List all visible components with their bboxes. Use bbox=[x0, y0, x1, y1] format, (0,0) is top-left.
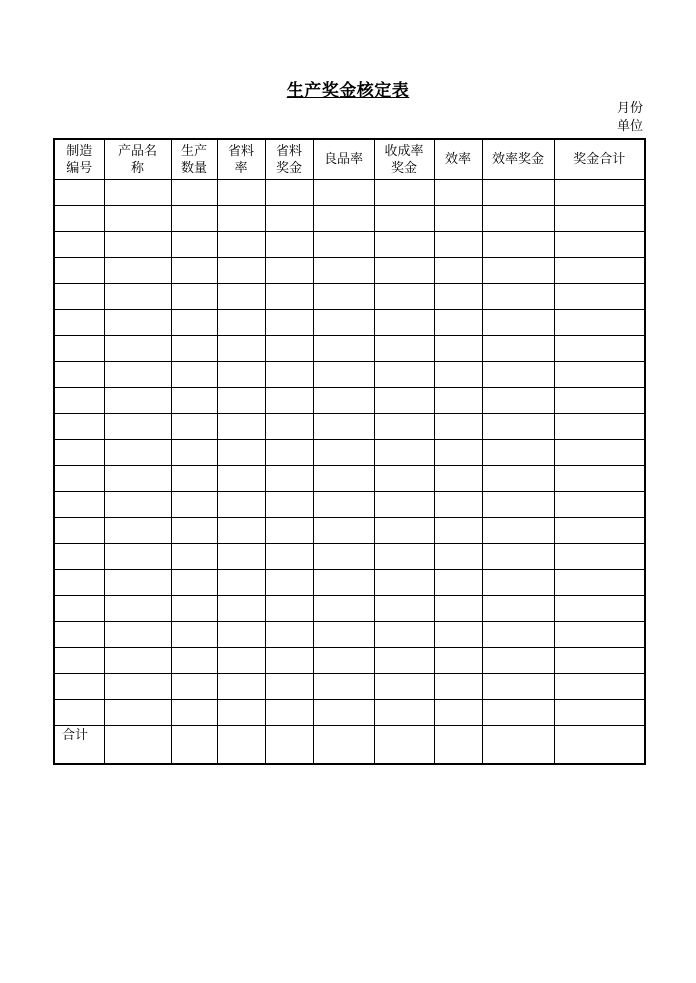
table-cell[interactable] bbox=[482, 336, 554, 362]
table-cell[interactable] bbox=[265, 622, 313, 648]
table-cell[interactable] bbox=[482, 648, 554, 674]
table-cell[interactable] bbox=[265, 206, 313, 232]
table-cell[interactable] bbox=[217, 414, 265, 440]
table-cell[interactable] bbox=[265, 258, 313, 284]
table-cell[interactable] bbox=[171, 570, 217, 596]
table-cell[interactable] bbox=[265, 700, 313, 726]
table-cell[interactable] bbox=[54, 492, 104, 518]
table-row bbox=[54, 700, 645, 726]
table-cell[interactable] bbox=[374, 440, 434, 466]
table-row bbox=[54, 258, 645, 284]
table-cell[interactable] bbox=[54, 258, 104, 284]
table-cell[interactable] bbox=[104, 466, 171, 492]
table-cell[interactable] bbox=[482, 570, 554, 596]
table-cell[interactable] bbox=[482, 466, 554, 492]
table-cell[interactable] bbox=[54, 414, 104, 440]
table-cell[interactable] bbox=[217, 570, 265, 596]
table-cell[interactable] bbox=[313, 284, 374, 310]
table-cell[interactable] bbox=[217, 492, 265, 518]
table-cell[interactable] bbox=[554, 414, 645, 440]
table-cell[interactable] bbox=[171, 700, 217, 726]
table-cell[interactable] bbox=[374, 570, 434, 596]
table-cell[interactable] bbox=[171, 674, 217, 700]
table-cell[interactable] bbox=[54, 440, 104, 466]
table-cell[interactable] bbox=[434, 622, 482, 648]
table-cell[interactable] bbox=[104, 700, 171, 726]
table-row bbox=[54, 570, 645, 596]
table-cell[interactable] bbox=[217, 362, 265, 388]
table-cell[interactable] bbox=[482, 596, 554, 622]
table-cell[interactable] bbox=[104, 596, 171, 622]
table-cell[interactable] bbox=[217, 258, 265, 284]
table-cell[interactable] bbox=[54, 570, 104, 596]
table-cell[interactable] bbox=[482, 388, 554, 414]
table-cell[interactable] bbox=[554, 466, 645, 492]
unit-label: 单位 bbox=[616, 119, 643, 134]
header-line: 省料 bbox=[275, 143, 302, 159]
table-cell[interactable] bbox=[265, 492, 313, 518]
table-cell[interactable] bbox=[554, 310, 645, 336]
table-cell[interactable] bbox=[104, 622, 171, 648]
table-cell[interactable] bbox=[554, 206, 645, 232]
table-cell[interactable] bbox=[313, 362, 374, 388]
table-row bbox=[54, 674, 645, 700]
table-cell[interactable] bbox=[54, 336, 104, 362]
table-cell[interactable] bbox=[434, 648, 482, 674]
table-cell[interactable] bbox=[482, 180, 554, 206]
table-cell[interactable] bbox=[434, 596, 482, 622]
table-cell[interactable] bbox=[104, 388, 171, 414]
table-row bbox=[54, 440, 645, 466]
table-cell[interactable] bbox=[265, 362, 313, 388]
header-line: 效率奖金 bbox=[491, 152, 544, 167]
table-cell[interactable] bbox=[104, 648, 171, 674]
table-cell[interactable] bbox=[54, 206, 104, 232]
table-cell[interactable] bbox=[313, 440, 374, 466]
header-line: 制造 bbox=[66, 143, 93, 159]
header-line: 数量 bbox=[180, 160, 207, 176]
table-cell[interactable] bbox=[265, 232, 313, 258]
table-cell[interactable] bbox=[217, 466, 265, 492]
table-cell[interactable] bbox=[374, 596, 434, 622]
table-cell[interactable] bbox=[265, 284, 313, 310]
table-row bbox=[54, 544, 645, 570]
total-cell[interactable] bbox=[374, 726, 434, 765]
table-cell[interactable] bbox=[313, 674, 374, 700]
table-cell[interactable] bbox=[171, 284, 217, 310]
table-cell[interactable] bbox=[434, 674, 482, 700]
header-line: 奖金合计 bbox=[573, 152, 626, 167]
table-cell[interactable] bbox=[482, 258, 554, 284]
table-cell[interactable] bbox=[554, 362, 645, 388]
table-cell[interactable] bbox=[265, 596, 313, 622]
table-cell[interactable] bbox=[54, 674, 104, 700]
table-cell[interactable] bbox=[554, 232, 645, 258]
table-cell[interactable] bbox=[313, 206, 374, 232]
table-cell[interactable] bbox=[217, 232, 265, 258]
table-cell[interactable] bbox=[104, 362, 171, 388]
table-cell[interactable] bbox=[554, 544, 645, 570]
table-row bbox=[54, 206, 645, 232]
table-cell[interactable] bbox=[313, 622, 374, 648]
table-cell[interactable] bbox=[217, 700, 265, 726]
table-cell[interactable] bbox=[54, 284, 104, 310]
table-cell[interactable] bbox=[434, 570, 482, 596]
table-cell[interactable] bbox=[104, 284, 171, 310]
table-row bbox=[54, 648, 645, 674]
table-cell[interactable] bbox=[265, 414, 313, 440]
table-cell[interactable] bbox=[54, 466, 104, 492]
table-cell[interactable] bbox=[171, 388, 217, 414]
total-row bbox=[54, 726, 645, 765]
table-row bbox=[54, 310, 645, 336]
header-line: 率 bbox=[234, 160, 248, 176]
table-row bbox=[54, 388, 645, 414]
table-cell[interactable] bbox=[313, 180, 374, 206]
table-cell[interactable] bbox=[171, 414, 217, 440]
table-cell[interactable] bbox=[217, 388, 265, 414]
table-row bbox=[54, 492, 645, 518]
table-cell[interactable] bbox=[374, 232, 434, 258]
table-cell[interactable] bbox=[374, 518, 434, 544]
table-cell[interactable] bbox=[217, 544, 265, 570]
table-cell[interactable] bbox=[217, 440, 265, 466]
month-label: 月份 bbox=[616, 101, 643, 116]
header-efficiency bbox=[434, 139, 482, 180]
table-row bbox=[54, 622, 645, 648]
table-row bbox=[54, 232, 645, 258]
total-cell[interactable] bbox=[171, 726, 217, 765]
table-cell[interactable] bbox=[54, 388, 104, 414]
table-cell[interactable] bbox=[482, 544, 554, 570]
table-cell[interactable] bbox=[374, 544, 434, 570]
table-cell[interactable] bbox=[434, 414, 482, 440]
table-cell[interactable] bbox=[265, 310, 313, 336]
table-cell[interactable] bbox=[434, 180, 482, 206]
table-cell[interactable] bbox=[104, 414, 171, 440]
header-material-saving-bonus bbox=[265, 139, 313, 180]
table-cell[interactable] bbox=[434, 466, 482, 492]
table-cell[interactable] bbox=[54, 362, 104, 388]
table-cell[interactable] bbox=[313, 336, 374, 362]
table-cell[interactable] bbox=[554, 700, 645, 726]
bonus-table bbox=[53, 138, 646, 765]
table-cell[interactable] bbox=[265, 466, 313, 492]
header-efficiency-bonus bbox=[482, 139, 554, 180]
table-cell[interactable] bbox=[482, 284, 554, 310]
table-cell[interactable] bbox=[104, 258, 171, 284]
table-cell[interactable] bbox=[374, 180, 434, 206]
table-cell[interactable] bbox=[104, 336, 171, 362]
table-cell[interactable] bbox=[374, 466, 434, 492]
table-cell[interactable] bbox=[434, 700, 482, 726]
table-cell[interactable] bbox=[374, 648, 434, 674]
table-cell[interactable] bbox=[171, 336, 217, 362]
table-cell[interactable] bbox=[434, 492, 482, 518]
total-cell[interactable] bbox=[482, 726, 554, 765]
total-cell[interactable] bbox=[554, 726, 645, 765]
table-cell[interactable] bbox=[313, 492, 374, 518]
table-cell[interactable] bbox=[171, 180, 217, 206]
table-cell[interactable] bbox=[265, 648, 313, 674]
table-cell[interactable] bbox=[171, 544, 217, 570]
table-cell[interactable] bbox=[171, 622, 217, 648]
table-cell[interactable] bbox=[217, 180, 265, 206]
table-cell[interactable] bbox=[482, 492, 554, 518]
table-cell[interactable] bbox=[54, 544, 104, 570]
table-cell[interactable] bbox=[217, 206, 265, 232]
table-cell[interactable] bbox=[434, 206, 482, 232]
table-row bbox=[54, 518, 645, 544]
table-cell[interactable] bbox=[554, 622, 645, 648]
table-cell[interactable] bbox=[104, 310, 171, 336]
table-cell[interactable] bbox=[217, 284, 265, 310]
table-cell[interactable] bbox=[482, 518, 554, 544]
table-cell[interactable] bbox=[374, 284, 434, 310]
table-cell[interactable] bbox=[482, 310, 554, 336]
table-cell[interactable] bbox=[217, 674, 265, 700]
total-cell[interactable] bbox=[434, 726, 482, 765]
header-row bbox=[54, 139, 645, 180]
table-cell[interactable] bbox=[171, 310, 217, 336]
page-title: 生产奖金核定表 bbox=[286, 81, 410, 101]
table-cell[interactable] bbox=[482, 362, 554, 388]
header-recovery-rate-bonus bbox=[374, 139, 434, 180]
table-cell[interactable] bbox=[482, 440, 554, 466]
header-line: 编号 bbox=[66, 160, 93, 176]
table-cell[interactable] bbox=[313, 648, 374, 674]
table-cell[interactable] bbox=[374, 258, 434, 284]
table-cell[interactable] bbox=[104, 492, 171, 518]
table-cell[interactable] bbox=[171, 258, 217, 284]
table-cell[interactable] bbox=[217, 622, 265, 648]
header-line: 奖金 bbox=[275, 160, 302, 176]
table-cell[interactable] bbox=[374, 492, 434, 518]
table-cell[interactable] bbox=[554, 336, 645, 362]
header-line: 效率 bbox=[444, 152, 471, 167]
header-material-saving-rate bbox=[217, 139, 265, 180]
table-cell[interactable] bbox=[265, 440, 313, 466]
table-cell[interactable] bbox=[482, 700, 554, 726]
header-line: 良品率 bbox=[323, 152, 363, 167]
table-cell[interactable] bbox=[374, 414, 434, 440]
table-cell[interactable] bbox=[54, 648, 104, 674]
table-cell[interactable] bbox=[374, 206, 434, 232]
total-cell[interactable] bbox=[265, 726, 313, 765]
table-cell[interactable] bbox=[374, 388, 434, 414]
table-cell[interactable] bbox=[374, 362, 434, 388]
table-cell[interactable] bbox=[171, 518, 217, 544]
header-line: 称 bbox=[130, 160, 144, 176]
table-cell[interactable] bbox=[434, 440, 482, 466]
table-cell[interactable] bbox=[265, 674, 313, 700]
table-cell[interactable] bbox=[434, 544, 482, 570]
table-cell[interactable] bbox=[482, 414, 554, 440]
table-cell[interactable] bbox=[104, 518, 171, 544]
header-output-qty bbox=[171, 139, 217, 180]
table-cell[interactable] bbox=[554, 674, 645, 700]
table-cell[interactable] bbox=[554, 518, 645, 544]
table-cell[interactable] bbox=[54, 232, 104, 258]
total-cell[interactable] bbox=[313, 726, 374, 765]
table-cell[interactable] bbox=[265, 570, 313, 596]
table-cell[interactable] bbox=[104, 232, 171, 258]
total-cell[interactable] bbox=[217, 726, 265, 765]
table-cell[interactable] bbox=[313, 570, 374, 596]
table-cell[interactable] bbox=[54, 596, 104, 622]
table-cell[interactable] bbox=[265, 544, 313, 570]
table-cell[interactable] bbox=[554, 648, 645, 674]
header-line: 产品名 bbox=[117, 143, 157, 159]
table-cell[interactable] bbox=[434, 336, 482, 362]
table-cell[interactable] bbox=[554, 492, 645, 518]
table-cell[interactable] bbox=[482, 674, 554, 700]
table-cell[interactable] bbox=[374, 674, 434, 700]
table-cell[interactable] bbox=[554, 570, 645, 596]
table-row bbox=[54, 180, 645, 206]
header-bonus-total bbox=[554, 139, 645, 180]
table-cell[interactable] bbox=[171, 492, 217, 518]
table-cell[interactable] bbox=[313, 414, 374, 440]
table-cell[interactable] bbox=[217, 648, 265, 674]
table-cell[interactable] bbox=[313, 258, 374, 284]
table-cell[interactable] bbox=[265, 388, 313, 414]
table-cell[interactable] bbox=[434, 310, 482, 336]
table-cell[interactable] bbox=[104, 440, 171, 466]
header-line: 生产 bbox=[180, 143, 207, 159]
table-cell[interactable] bbox=[374, 310, 434, 336]
table-cell[interactable] bbox=[434, 388, 482, 414]
total-label: 合计 bbox=[62, 728, 89, 743]
header-line: 收成率 bbox=[384, 143, 424, 159]
table-cell[interactable] bbox=[171, 206, 217, 232]
table-cell[interactable] bbox=[104, 674, 171, 700]
table-row bbox=[54, 284, 645, 310]
table-row bbox=[54, 336, 645, 362]
header-line: 奖金 bbox=[390, 160, 417, 176]
header-yield-rate bbox=[313, 139, 374, 180]
table-cell[interactable] bbox=[171, 440, 217, 466]
table-body bbox=[54, 180, 645, 765]
table-cell[interactable] bbox=[313, 466, 374, 492]
table-cell[interactable] bbox=[554, 180, 645, 206]
table-cell[interactable] bbox=[313, 388, 374, 414]
header-code bbox=[54, 139, 104, 180]
total-label-cell bbox=[54, 726, 104, 765]
table-cell[interactable] bbox=[313, 232, 374, 258]
table-cell[interactable] bbox=[313, 596, 374, 622]
header-product-name bbox=[104, 139, 171, 180]
table-cell[interactable] bbox=[554, 440, 645, 466]
table-cell[interactable] bbox=[171, 362, 217, 388]
table-cell[interactable] bbox=[265, 336, 313, 362]
table-row bbox=[54, 362, 645, 388]
table-cell[interactable] bbox=[434, 284, 482, 310]
table-cell[interactable] bbox=[434, 258, 482, 284]
table-cell[interactable] bbox=[374, 700, 434, 726]
table-cell[interactable] bbox=[217, 336, 265, 362]
table-cell[interactable] bbox=[104, 570, 171, 596]
table-cell[interactable] bbox=[434, 518, 482, 544]
table-cell[interactable] bbox=[265, 180, 313, 206]
table-cell[interactable] bbox=[554, 284, 645, 310]
table-cell[interactable] bbox=[554, 388, 645, 414]
table-cell[interactable] bbox=[54, 180, 104, 206]
table-row bbox=[54, 466, 645, 492]
table-cell[interactable] bbox=[171, 596, 217, 622]
table-cell[interactable] bbox=[217, 518, 265, 544]
table-cell[interactable] bbox=[434, 362, 482, 388]
table-row bbox=[54, 596, 645, 622]
table-cell[interactable] bbox=[374, 336, 434, 362]
table-cell[interactable] bbox=[482, 232, 554, 258]
total-cell[interactable] bbox=[104, 726, 171, 765]
table-cell[interactable] bbox=[482, 206, 554, 232]
table-cell[interactable] bbox=[265, 518, 313, 544]
table-cell[interactable] bbox=[313, 544, 374, 570]
table-cell[interactable] bbox=[54, 622, 104, 648]
table-cell[interactable] bbox=[434, 232, 482, 258]
table-cell[interactable] bbox=[313, 700, 374, 726]
table-cell[interactable] bbox=[104, 180, 171, 206]
table-cell[interactable] bbox=[313, 518, 374, 544]
table-cell[interactable] bbox=[217, 596, 265, 622]
table-cell[interactable] bbox=[104, 544, 171, 570]
table-cell[interactable] bbox=[374, 622, 434, 648]
table-cell[interactable] bbox=[171, 648, 217, 674]
table-row bbox=[54, 414, 645, 440]
header-line: 省料 bbox=[227, 143, 254, 159]
table-cell[interactable] bbox=[104, 206, 171, 232]
table-cell[interactable] bbox=[54, 518, 104, 544]
table-cell[interactable] bbox=[171, 466, 217, 492]
table-cell[interactable] bbox=[482, 622, 554, 648]
table-cell[interactable] bbox=[554, 258, 645, 284]
table-cell[interactable] bbox=[313, 310, 374, 336]
table-cell[interactable] bbox=[217, 310, 265, 336]
table-cell[interactable] bbox=[54, 310, 104, 336]
table-cell[interactable] bbox=[554, 596, 645, 622]
table-cell[interactable] bbox=[54, 700, 104, 726]
table-cell[interactable] bbox=[171, 232, 217, 258]
